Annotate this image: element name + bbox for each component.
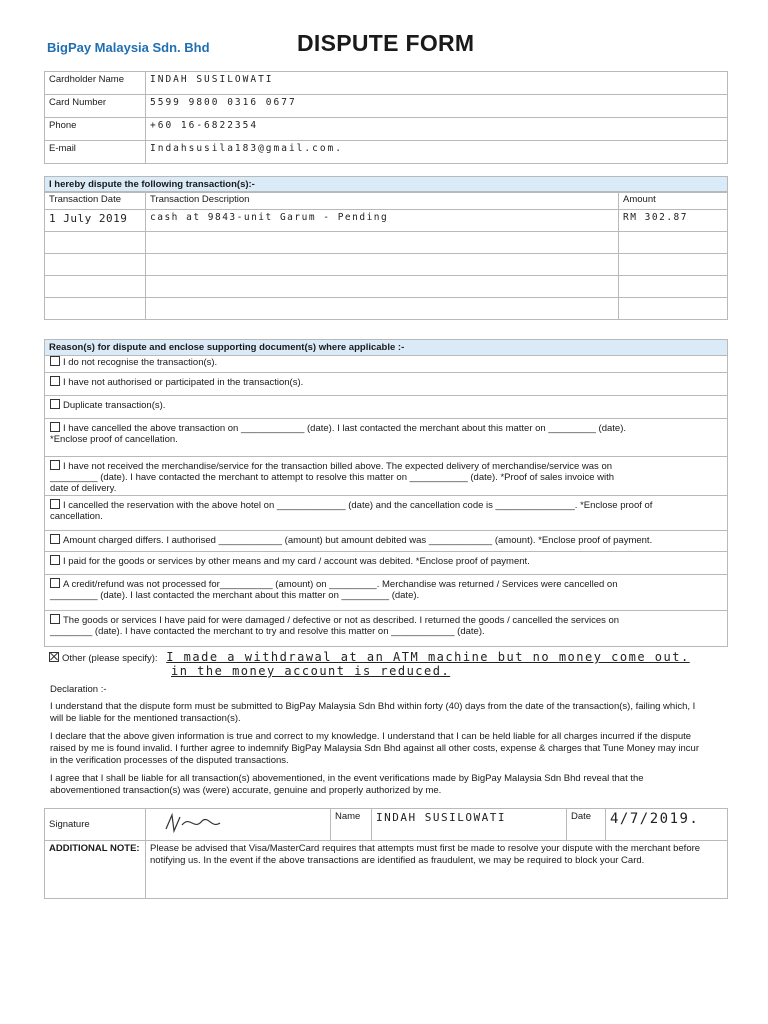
date-value: 4/7/2019. bbox=[606, 809, 728, 841]
checkbox[interactable] bbox=[50, 376, 60, 386]
declaration-p1: I understand that the dispute form must be submitted to BigPay Malaysia Sdn Bhd within forty (40) days from the date of the transaction(s), failing which, I will be liable for the mentioned transaction(s). bbox=[50, 701, 696, 724]
cardholder-table bbox=[44, 71, 728, 164]
table-row bbox=[45, 232, 728, 254]
signature-scribble bbox=[160, 811, 240, 835]
reason-duplicate[interactable]: Duplicate transaction(s). bbox=[44, 396, 728, 419]
other-reason-line1: I made a withdrawal at an ATM machine but no money come out. bbox=[166, 650, 690, 664]
additional-note-label: ADDITIONAL NOTE: bbox=[45, 841, 146, 899]
email-label: E-mail bbox=[45, 141, 146, 164]
checkbox[interactable] bbox=[50, 356, 60, 366]
company-name: BigPay Malaysia Sdn. Bhd bbox=[47, 40, 210, 55]
declaration-heading: Declaration :- bbox=[50, 684, 107, 695]
checkbox[interactable] bbox=[50, 555, 60, 565]
email-value: Indahsusila183@gmail.com. bbox=[146, 141, 728, 164]
checkbox[interactable] bbox=[50, 460, 60, 470]
signature-table bbox=[44, 808, 728, 899]
name-value: INDAH SUSILOWATI bbox=[372, 809, 567, 841]
reason-not-received[interactable]: I have not received the merchandise/service for the transaction billed above. The expected delivery of merchandise/service was on _________ (date). I have contacted the merchant to attempt to resolve this matter on ___________ (date). *Proof of sales invoice with date of delivery. bbox=[44, 457, 728, 496]
checkbox[interactable] bbox=[50, 578, 60, 588]
cardholder-name-label: Cardholder Name bbox=[45, 72, 146, 95]
reason-other[interactable]: Other (please specify): I made a withdrawal at an ATM machine but no money come out. in the money account is reduced. bbox=[44, 647, 728, 681]
signature-field[interactable] bbox=[146, 809, 331, 841]
name-label: Name bbox=[331, 809, 372, 841]
table-row bbox=[45, 254, 728, 276]
checkbox[interactable] bbox=[50, 399, 60, 409]
reason-hotel-reservation[interactable]: I cancelled the reservation with the above hotel on _____________ (date) and the cancellation code is _______________. *Enclose proof of cancellation. bbox=[44, 496, 728, 531]
additional-note-text: Please be advised that Visa/MasterCard requires that attempts must first be made to resolve your dispute with the merchant before notifying us. In the event if the above transactions are identified as fraudulent, we may be required to block your Card. bbox=[146, 841, 728, 899]
reason-amount-differs[interactable]: Amount charged differs. I authorised ____________ (amount) but amount debited was ____________ (amount). *Enclose proof of payment. bbox=[44, 531, 728, 552]
checkbox-checked[interactable] bbox=[49, 652, 59, 662]
col-transaction-date: Transaction Date bbox=[45, 192, 146, 210]
reason-not-recognise[interactable]: I do not recognise the transaction(s). bbox=[44, 353, 728, 373]
transaction-amount: RM 302.87 bbox=[619, 210, 728, 232]
signature-label: Signature bbox=[45, 809, 146, 841]
transactions-heading: I hereby dispute the following transaction(s):- bbox=[44, 176, 728, 193]
table-row bbox=[45, 298, 728, 320]
reason-paid-other-means[interactable]: I paid for the goods or services by other means and my card / account was debited. *Enclose proof of payment. bbox=[44, 552, 728, 575]
checkbox[interactable] bbox=[50, 499, 60, 509]
reasons-list bbox=[44, 353, 728, 681]
declaration-p2: I declare that the above given information is true and correct to my knowledge. I understand that I can be held liable for all charges incurred if the dispute raised by me is found invalid. I further agree to indemnify BigPay Malaysia Sdn Bhd against all other costs, expense & charges that Tune Money may incur in the verification processes of the disputed transactions. bbox=[50, 731, 699, 766]
card-number-label: Card Number bbox=[45, 95, 146, 118]
checkbox[interactable] bbox=[50, 422, 60, 432]
other-reason-line2: in the money account is reduced. bbox=[171, 664, 451, 678]
reason-goods-damaged[interactable]: The goods or services I have paid for were damaged / defective or not as described. I returned the goods / cancelled the services on ________ (date). I have contacted the merchant to try and resolve this matter on ____________ (date). bbox=[44, 611, 728, 647]
transaction-date: 1 July 2019 bbox=[45, 210, 146, 232]
form-title: DISPUTE FORM bbox=[297, 30, 475, 56]
table-row bbox=[45, 210, 728, 232]
phone-label: Phone bbox=[45, 118, 146, 141]
col-transaction-description: Transaction Description bbox=[146, 192, 619, 210]
table-row bbox=[45, 276, 728, 298]
transactions-table bbox=[44, 191, 728, 320]
reasons-heading: Reason(s) for dispute and enclose supporting document(s) where applicable :- bbox=[44, 339, 728, 356]
checkbox[interactable] bbox=[50, 534, 60, 544]
transaction-description: cash at 9843-unit Garum - Pending bbox=[146, 210, 619, 232]
phone-value: +60 16-6822354 bbox=[146, 118, 728, 141]
col-amount: Amount bbox=[619, 192, 728, 210]
card-number-value: 5599 9800 0316 0677 bbox=[146, 95, 728, 118]
cardholder-name-value: INDAH SUSILOWATI bbox=[146, 72, 728, 95]
checkbox[interactable] bbox=[50, 614, 60, 624]
reason-not-authorised[interactable]: I have not authorised or participated in the transaction(s). bbox=[44, 373, 728, 396]
reason-cancelled[interactable]: I have cancelled the above transaction on ____________ (date). I last contacted the merchant about this matter on _________ (date). *Enclose proof of cancellation. bbox=[44, 419, 728, 457]
declaration-p3: I agree that I shall be liable for all transaction(s) abovementioned, in the event verifications made by BigPay Malaysia Sdn Bhd reveal that the abovementioned transaction(s) was (were) accurate, genuine and properly authorized by me. bbox=[50, 773, 644, 796]
date-label: Date bbox=[567, 809, 606, 841]
reason-credit-not-processed[interactable]: A credit/refund was not processed for__________ (amount) on _________. Merchandise was returned / Services were cancelled on _________ (date). I last contacted the merchant about this matter on _________ (date). bbox=[44, 575, 728, 611]
